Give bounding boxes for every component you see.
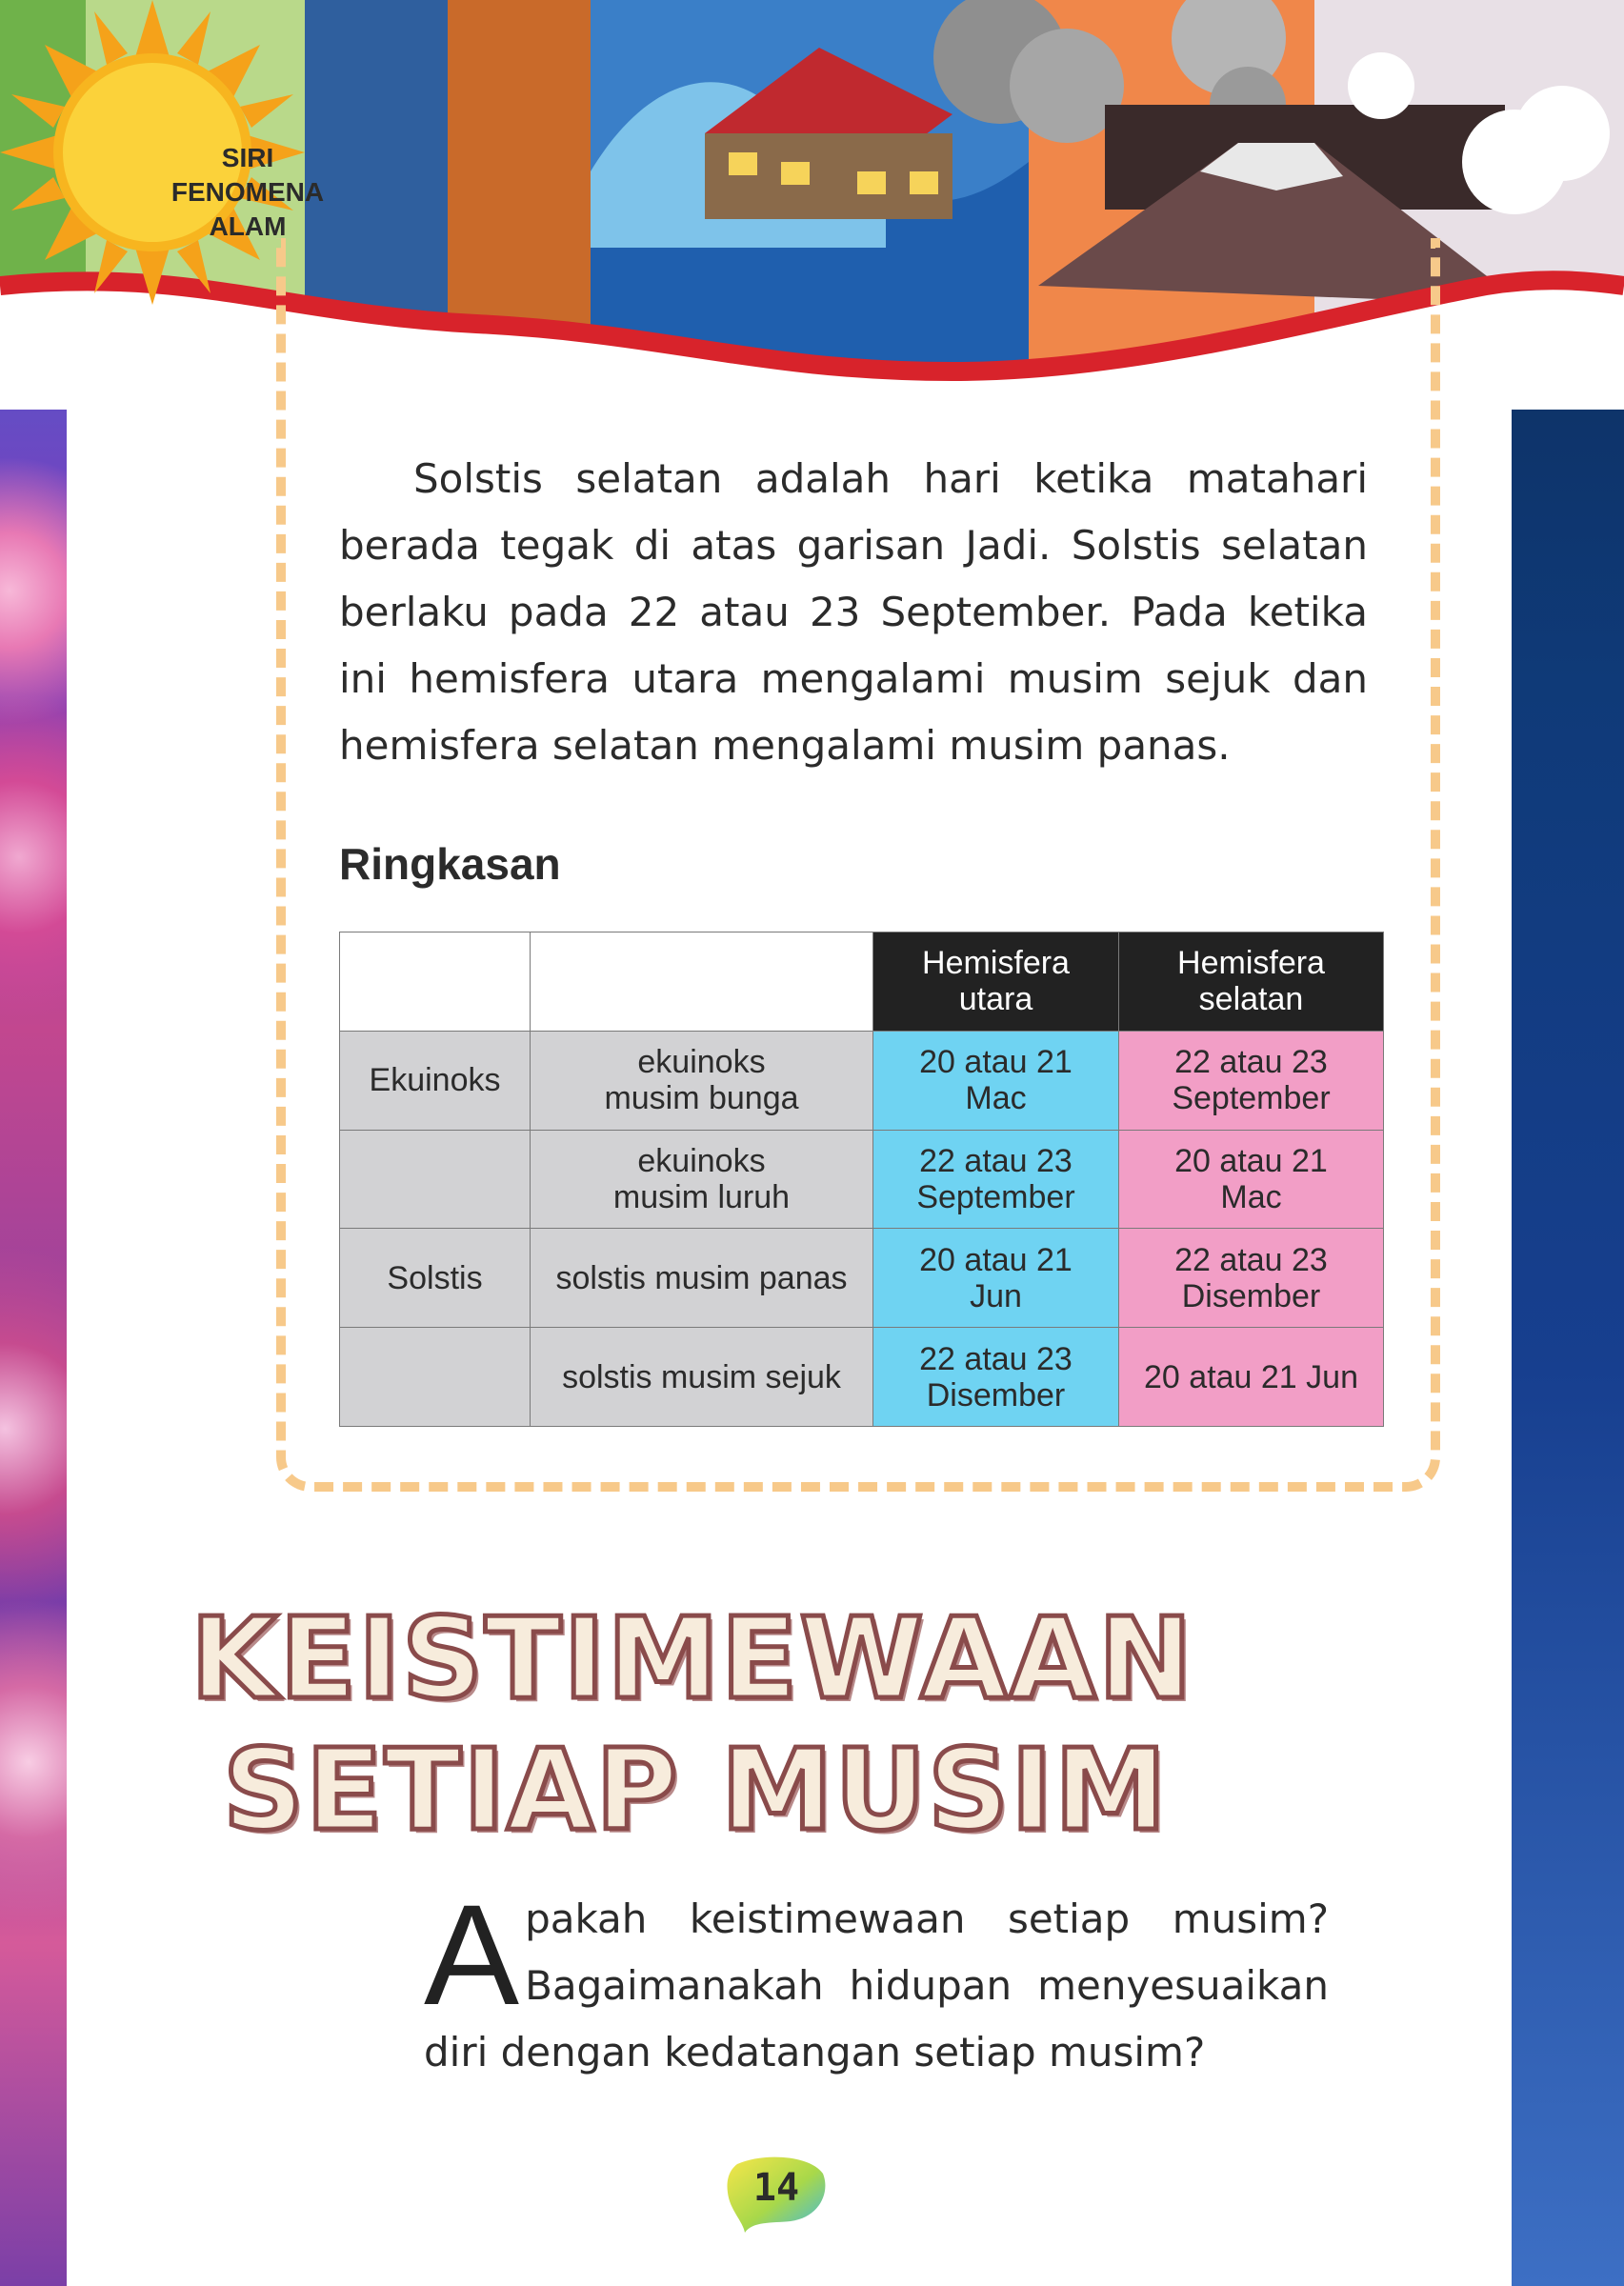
heading-line: KEISTIMEWAAN [190,1593,1194,1724]
table-row [340,1031,1384,1130]
table-cell: solstis musim panas [531,1229,873,1328]
table-header-cell: Hemisfera selatan [1119,932,1384,1032]
table-cell: 20 atau 21 Mac [873,1031,1119,1130]
page-number: 14 [752,2166,800,2210]
table-cell: 22 atau 23 September [873,1130,1119,1229]
table-cell: Solstis [340,1229,531,1328]
drop-cap: A [424,1875,520,2035]
solstice-paragraph: Solstis selatan adalah hari ketika matahari berada tegak di atas garisan Jadi. Solstis selatan berlaku pada 22 atau 23 September. Pada ketika ini hemisfera utara mengalami musim sejuk dan hemisfera selatan mengalami musim panas. [339,455,1368,769]
badge-line: FENOMENA [170,177,325,207]
badge-line: ALAM [209,211,287,241]
table-cell [340,1130,531,1229]
table-row [340,1328,1384,1427]
intro-paragraph [424,1875,1329,2086]
table-cell: 20 atau 21 Jun [873,1229,1119,1328]
summary-heading: Ringkasan [339,839,561,889]
table-header-cell [340,932,531,1032]
table-header-row [340,932,1384,1032]
table-cell: 20 atau 21 Jun [1119,1328,1384,1427]
table-cell: Ekuinoks [340,1031,531,1130]
table-header-cell: Hemisfera utara [873,932,1119,1032]
badge-line: SIRI [221,143,274,172]
table-cell: ekuinoks musim luruh [531,1130,873,1229]
table-cell: 22 atau 23 Disember [873,1328,1119,1427]
table-cell: solstis musim sejuk [531,1328,873,1427]
section-heading [190,1593,1238,1855]
heading-line: SETIAP MUSIM [223,1724,1169,1855]
table-cell: 22 atau 23 Disember [1119,1229,1384,1328]
season-summary-table [339,932,1384,1427]
table-cell [340,1328,531,1427]
table-cell: ekuinoks musim bunga [531,1031,873,1130]
table-cell: 20 atau 21 Mac [1119,1130,1384,1229]
table-row [340,1130,1384,1229]
table-row [340,1229,1384,1328]
intro-text: pakah keistimewaan setiap musim? Bagaimanakah hidupan menyesuaikan diri dengan kedatangan setiap musim? [424,1895,1329,2075]
table-header-cell [531,932,873,1032]
table-cell: 22 atau 23 September [1119,1031,1384,1130]
series-badge-label [133,141,362,244]
